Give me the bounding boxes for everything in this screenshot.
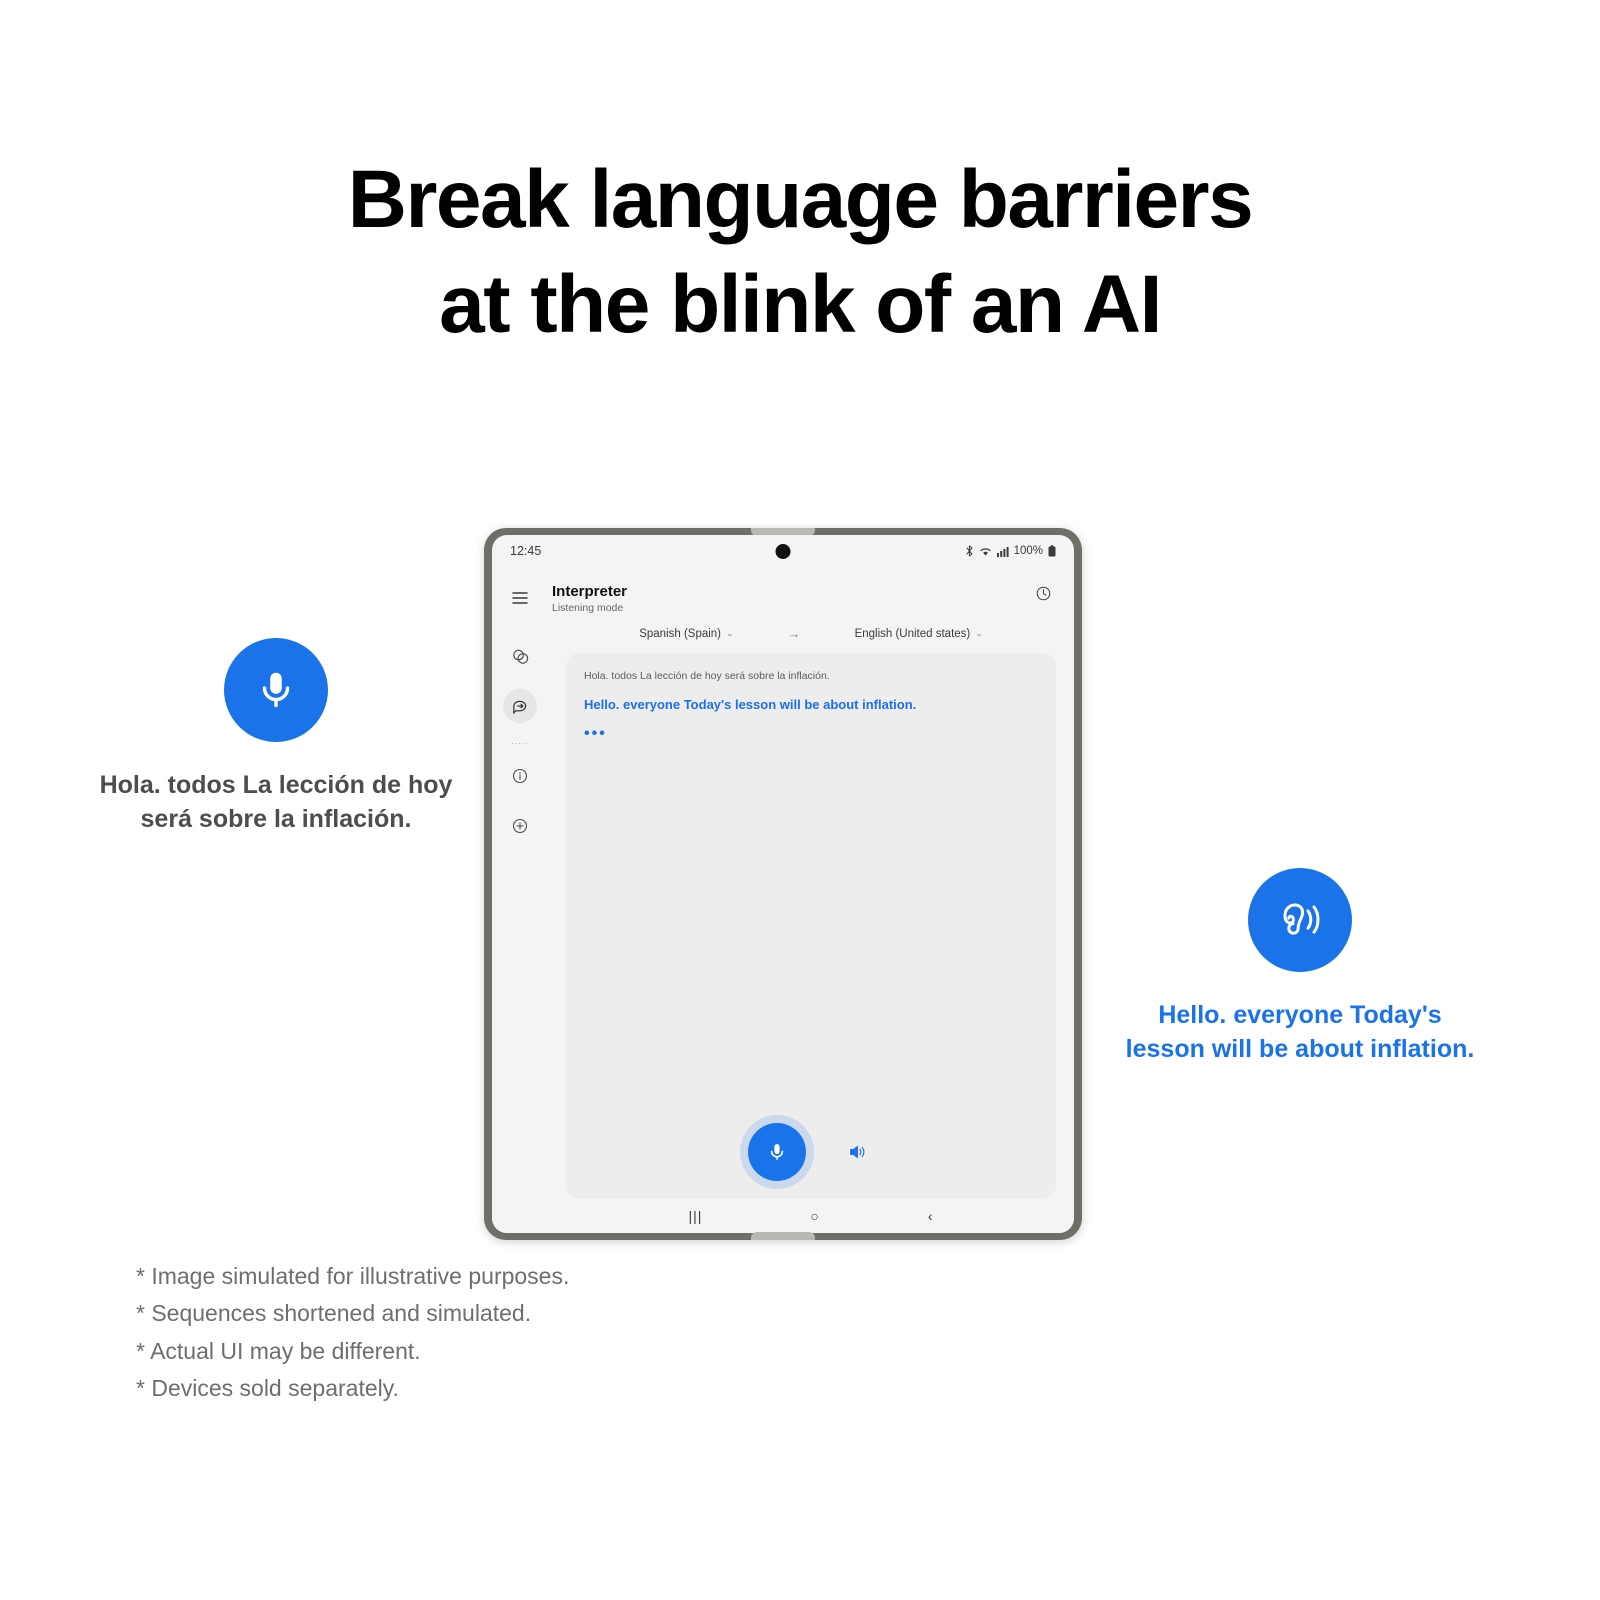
footnote-item: * Actual UI may be different. — [136, 1337, 421, 1364]
source-language-label: Spanish (Spain) — [639, 627, 722, 640]
hamburger-menu-icon[interactable] — [503, 581, 537, 615]
app-title: Interpreter — [552, 583, 628, 600]
transcript-source-text: Hola. todos La lección de hoy será sobre la inflación. — [584, 670, 830, 682]
rail-item-info[interactable] — [503, 759, 537, 793]
page-title — [0, 148, 1600, 358]
callout-right — [1120, 868, 1480, 1066]
foldable-device — [484, 528, 1082, 1240]
bluetooth-icon — [965, 545, 974, 557]
speaker-button[interactable] — [840, 1135, 874, 1169]
chevron-down-icon: ⌄ — [726, 628, 734, 638]
footnote-item: * Image simulated for illustrative purposes. — [136, 1263, 570, 1289]
footnotes — [136, 1258, 569, 1407]
microphone-icon — [224, 638, 328, 742]
home-button[interactable]: ○ — [810, 1208, 820, 1224]
system-navigation-bar — [548, 1199, 1074, 1233]
footnote-item: * Sequences shortened and simulated. — [136, 1300, 532, 1327]
direction-arrow-icon: → — [787, 626, 801, 641]
callout-left — [96, 638, 456, 836]
footnote-item: * Devices sold separately. — [136, 1374, 399, 1401]
app-body — [492, 567, 1074, 1233]
source-language-select[interactable] — [639, 628, 733, 640]
history-clock-icon[interactable] — [1035, 585, 1052, 607]
app-subtitle: Listening mode — [552, 602, 624, 614]
transcript-translated-text: Hello. everyone Today's lesson will be about inflation. — [584, 697, 917, 713]
status-time: 12:45 — [510, 544, 542, 558]
chevron-down-icon: ⌄ — [975, 628, 983, 638]
wifi-icon — [979, 546, 992, 557]
status-bar — [492, 535, 1074, 567]
earbud-audio-icon — [1248, 868, 1352, 972]
front-camera-icon — [776, 544, 791, 559]
device-screen — [492, 535, 1074, 1233]
rail-item-translate[interactable] — [503, 639, 537, 673]
rail-divider-dots: ..... — [511, 736, 529, 746]
headline-line-2: at the blink of an AI — [439, 258, 1161, 350]
battery-icon — [1048, 545, 1056, 557]
target-language-select[interactable] — [855, 628, 983, 640]
transcript-pending-indicator: ••• — [584, 725, 607, 743]
app-header — [548, 567, 1074, 620]
microphone-button[interactable] — [748, 1123, 806, 1181]
headline-line-1: Break language barriers — [347, 154, 1253, 245]
callout-left-text: Hola. todos La lección de hoy será sobre la inflación. — [99, 771, 453, 833]
app-side-rail — [492, 567, 548, 1233]
target-language-label: English (United states) — [854, 627, 971, 640]
recents-button[interactable]: ||| — [688, 1208, 703, 1224]
rail-item-add[interactable] — [503, 809, 537, 843]
callout-right-text: Hello. everyone Today's lesson will be about inflation. — [1125, 1001, 1475, 1063]
app-content — [548, 567, 1074, 1233]
battery-percent: 100% — [1013, 545, 1043, 557]
language-selector-bar — [548, 620, 1074, 653]
signal-icon — [997, 546, 1009, 557]
transcript-panel — [566, 653, 1056, 1199]
back-button[interactable]: ‹ — [927, 1208, 934, 1224]
transcript-controls — [566, 1123, 1056, 1181]
rail-item-interpreter[interactable] — [503, 689, 537, 723]
